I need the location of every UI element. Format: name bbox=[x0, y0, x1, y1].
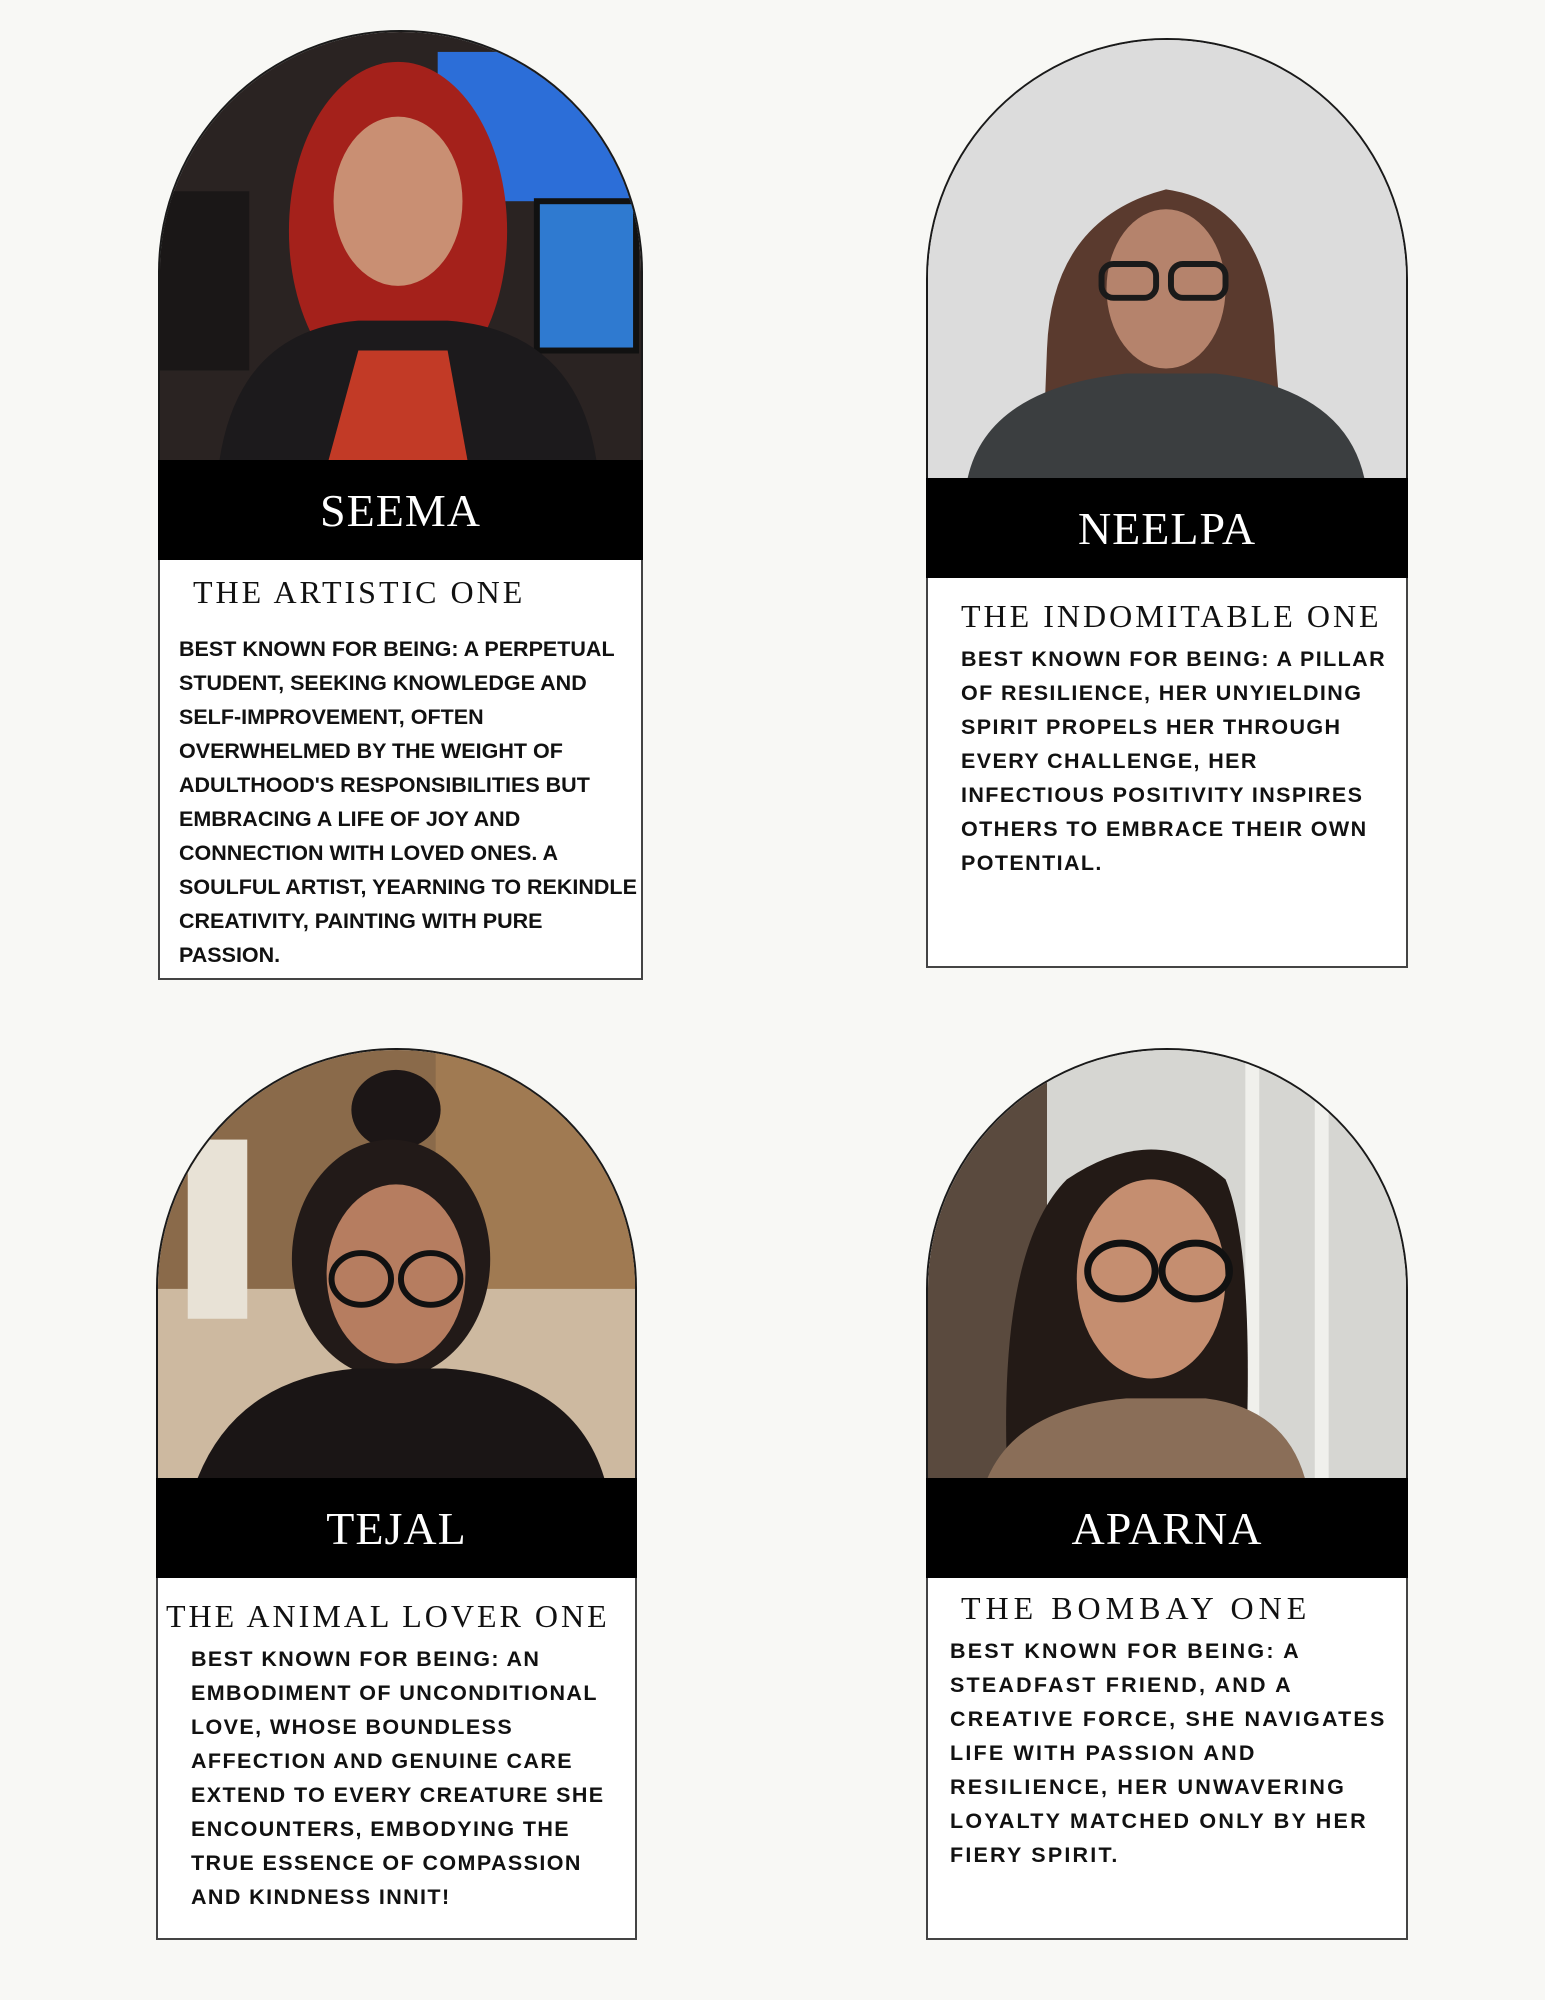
profile-text-box-neelpa bbox=[926, 578, 1408, 968]
profile-card-seema bbox=[158, 30, 643, 980]
profile-card-tejal bbox=[156, 1048, 637, 1940]
profile-subtitle-seema: THE ARTISTIC ONE bbox=[193, 574, 526, 610]
profile-photo-seema bbox=[158, 30, 643, 460]
profile-description-aparna: BEST KNOWN FOR BEING: A STEADFAST FRIEND, AND A CREATIVE FORCE, SHE NAVIGATES LIFE WITH PASSION AND RESILIENCE, HER UNWAVERING LOYALTY MATCHED ONLY BY HER FIERY SPIRIT. bbox=[950, 1639, 1387, 1867]
profile-photo-tejal bbox=[156, 1048, 637, 1478]
profile-subtitle-neelpa: THE INDOMITABLE ONE bbox=[961, 598, 1382, 634]
profile-name-neelpa: NEELPA bbox=[926, 478, 1408, 578]
profile-card-neelpa bbox=[926, 38, 1408, 968]
profile-name-seema: SEEMA bbox=[158, 460, 643, 560]
profile-card-aparna bbox=[926, 1048, 1408, 1940]
profile-description-neelpa: BEST KNOWN FOR BEING: A PILLAR OF RESILIENCE, HER UNYIELDING SPIRIT PROPELS HER THROUGH EVERY CHALLENGE, HER INFECTIOUS POSITIVITY INSPIRES OTHERS TO EMBRACE THEIR OWN POTENTIAL. bbox=[961, 647, 1387, 875]
profile-text-box-aparna bbox=[926, 1578, 1408, 1940]
profile-subtitle-tejal: THE ANIMAL LOVER ONE bbox=[166, 1598, 610, 1634]
profile-name-aparna: APARNA bbox=[926, 1478, 1408, 1578]
profile-name-tejal: TEJAL bbox=[156, 1478, 637, 1578]
profile-photo-aparna bbox=[926, 1048, 1408, 1478]
profile-description-tejal: BEST KNOWN FOR BEING: AN EMBODIMENT OF UNCONDITIONAL LOVE, WHOSE BOUNDLESS AFFECTION AND GENUINE CARE EXTEND TO EVERY CREATURE SHE ENCOUNTERS, EMBODYING THE TRUE ESSENCE OF COMPASSION AND KINDNESS INNIT! bbox=[191, 1647, 605, 1909]
profile-subtitle-aparna: THE BOMBAY ONE bbox=[961, 1590, 1312, 1626]
profile-text-box-seema bbox=[158, 560, 643, 980]
profile-text-box-tejal bbox=[156, 1578, 637, 1940]
profile-photo-neelpa bbox=[926, 38, 1408, 478]
profile-description-seema: BEST KNOWN FOR BEING: A PERPETUAL STUDENT, SEEKING KNOWLEDGE AND SELF-IMPROVEMENT, OFTEN OVERWHELMED BY THE WEIGHT OF ADULTHOOD'S RESPONSIBILITIES BUT EMBRACING A LIFE OF JOY AND CONNECTION WITH LOVED ONES. A SOULFUL ARTIST, YEARNING TO REKINDLE CREATIVITY, PAINTING WITH PURE PASSION. bbox=[179, 637, 637, 967]
